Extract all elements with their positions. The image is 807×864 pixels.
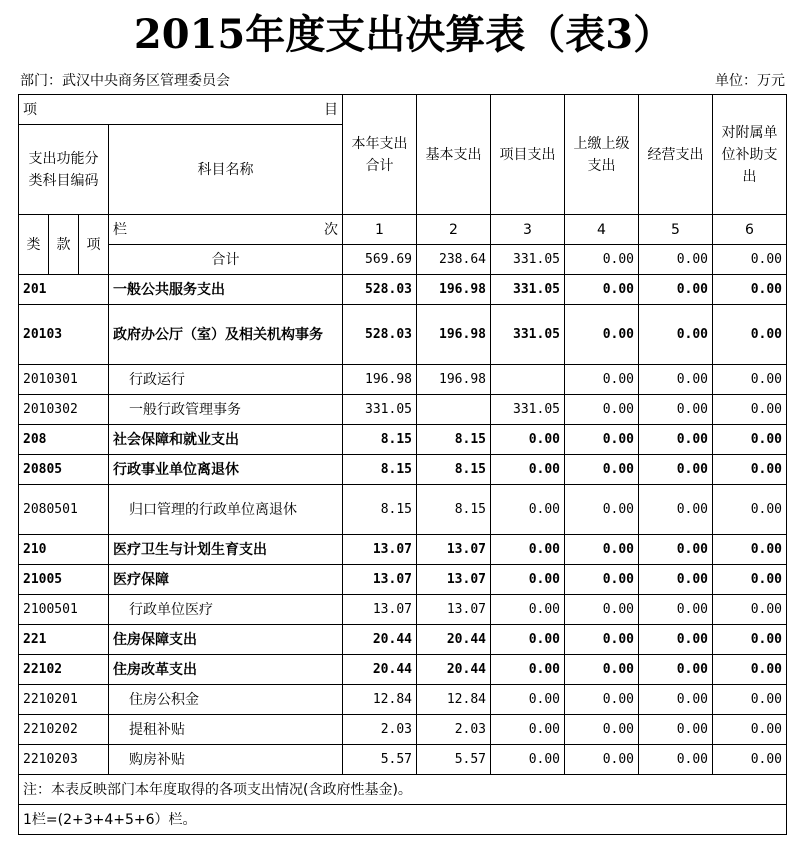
row-value-3: 331.05 (491, 275, 565, 305)
row-value-5: 0.00 (639, 395, 713, 425)
table-row (19, 455, 787, 485)
total-value-5: 0.00 (639, 245, 713, 275)
row-value-2: 13.07 (417, 595, 491, 625)
row-name: 医疗卫生与计划生育支出 (109, 535, 343, 565)
row-value-4: 0.00 (565, 715, 639, 745)
row-value-2 (417, 395, 491, 425)
row-code: 2210203 (19, 745, 109, 775)
row-value-4: 0.00 (565, 625, 639, 655)
row-value-2: 196.98 (417, 365, 491, 395)
kuan-header: 款 (49, 215, 79, 275)
row-value-5: 0.00 (639, 565, 713, 595)
row-value-6: 0.00 (713, 625, 787, 655)
row-value-3: 0.00 (491, 715, 565, 745)
row-value-4: 0.00 (565, 535, 639, 565)
col-header-5: 经营支出 (639, 95, 713, 215)
row-value-3 (491, 365, 565, 395)
col-num-5: 5 (639, 215, 713, 245)
xiang-header: 项 (79, 215, 109, 275)
row-value-4: 0.00 (565, 305, 639, 365)
row-value-5: 0.00 (639, 715, 713, 745)
row-value-6: 0.00 (713, 745, 787, 775)
col-header-2: 基本支出 (417, 95, 491, 215)
row-value-1: 20.44 (343, 625, 417, 655)
item-left-label: 项 (23, 101, 37, 118)
row-value-3: 0.00 (491, 685, 565, 715)
row-value-6: 0.00 (713, 455, 787, 485)
row-name: 一般行政管理事务 (109, 395, 343, 425)
table-row (19, 535, 787, 565)
row-value-1: 2.03 (343, 715, 417, 745)
row-value-5: 0.00 (639, 275, 713, 305)
row-value-2: 13.07 (417, 565, 491, 595)
row-value-6: 0.00 (713, 535, 787, 565)
row-value-6: 0.00 (713, 425, 787, 455)
row-value-1: 8.15 (343, 455, 417, 485)
row-value-5: 0.00 (639, 745, 713, 775)
row-value-2: 20.44 (417, 625, 491, 655)
row-value-5: 0.00 (639, 535, 713, 565)
row-value-3: 0.00 (491, 745, 565, 775)
row-value-3: 331.05 (491, 395, 565, 425)
row-value-6: 0.00 (713, 485, 787, 535)
header-row-item (19, 95, 787, 125)
row-value-2: 8.15 (417, 485, 491, 535)
row-value-5: 0.00 (639, 425, 713, 455)
row-value-3: 0.00 (491, 425, 565, 455)
row-value-1: 196.98 (343, 365, 417, 395)
row-value-1: 12.84 (343, 685, 417, 715)
row-value-5: 0.00 (639, 655, 713, 685)
code-column-header: 支出功能分类科目编码 (19, 125, 109, 215)
row-code: 20805 (19, 455, 109, 485)
row-value-1: 528.03 (343, 275, 417, 305)
row-value-6: 0.00 (713, 565, 787, 595)
item-header (19, 95, 343, 125)
row-value-4: 0.00 (565, 455, 639, 485)
formula-note: 1栏=(2+3+4+5+6）栏。 (19, 805, 787, 835)
row-value-4: 0.00 (565, 595, 639, 625)
table-row (19, 595, 787, 625)
row-name: 行政单位医疗 (109, 595, 343, 625)
row-code: 2210202 (19, 715, 109, 745)
total-value-3: 331.05 (491, 245, 565, 275)
row-value-6: 0.00 (713, 655, 787, 685)
row-value-3: 331.05 (491, 305, 565, 365)
row-code: 2100501 (19, 595, 109, 625)
row-code: 2010301 (19, 365, 109, 395)
lan-label: 栏 (113, 221, 127, 238)
row-value-1: 20.44 (343, 655, 417, 685)
row-value-2: 12.84 (417, 685, 491, 715)
table-row (19, 745, 787, 775)
row-code: 208 (19, 425, 109, 455)
table-row (19, 715, 787, 745)
row-value-2: 20.44 (417, 655, 491, 685)
row-value-6: 0.00 (713, 305, 787, 365)
row-name: 住房保障支出 (109, 625, 343, 655)
row-value-1: 13.07 (343, 565, 417, 595)
row-value-6: 0.00 (713, 275, 787, 305)
row-value-6: 0.00 (713, 395, 787, 425)
row-name: 住房公积金 (109, 685, 343, 715)
row-name: 提租补贴 (109, 715, 343, 745)
row-code: 201 (19, 275, 109, 305)
row-code: 20103 (19, 305, 109, 365)
row-value-1: 13.07 (343, 535, 417, 565)
col-num-6: 6 (713, 215, 787, 245)
row-name: 行政运行 (109, 365, 343, 395)
row-value-6: 0.00 (713, 365, 787, 395)
table-row (19, 685, 787, 715)
row-value-2: 5.57 (417, 745, 491, 775)
table-row (19, 305, 787, 365)
row-code: 21005 (19, 565, 109, 595)
row-value-1: 331.05 (343, 395, 417, 425)
row-value-3: 0.00 (491, 625, 565, 655)
row-value-6: 0.00 (713, 595, 787, 625)
col-num-1: 1 (343, 215, 417, 245)
row-value-4: 0.00 (565, 425, 639, 455)
row-value-1: 8.15 (343, 485, 417, 535)
row-value-2: 196.98 (417, 275, 491, 305)
row-value-5: 0.00 (639, 365, 713, 395)
row-value-4: 0.00 (565, 745, 639, 775)
row-value-2: 13.07 (417, 535, 491, 565)
total-label: 合计 (109, 245, 343, 275)
row-name: 政府办公厅（室）及相关机构事务 (109, 305, 343, 365)
col-num-3: 3 (491, 215, 565, 245)
row-value-6: 0.00 (713, 715, 787, 745)
row-value-2: 2.03 (417, 715, 491, 745)
col-header-3: 项目支出 (491, 95, 565, 215)
row-value-3: 0.00 (491, 455, 565, 485)
ci-label: 次 (324, 221, 338, 238)
total-row (19, 245, 787, 275)
table-row (19, 625, 787, 655)
header-row-columns (19, 215, 787, 245)
row-code: 221 (19, 625, 109, 655)
row-value-6: 0.00 (713, 685, 787, 715)
total-value-4: 0.00 (565, 245, 639, 275)
col-header-6: 对附属单位补助支出 (713, 95, 787, 215)
expenditure-table (18, 94, 787, 835)
name-column-header: 科目名称 (109, 125, 343, 215)
col-header-4: 上缴上级支出 (565, 95, 639, 215)
row-value-5: 0.00 (639, 485, 713, 535)
total-value-2: 238.64 (417, 245, 491, 275)
table-row (19, 275, 787, 305)
table-row (19, 425, 787, 455)
row-value-2: 196.98 (417, 305, 491, 365)
unit-label: 单位：万元 (715, 73, 785, 89)
row-name: 医疗保障 (109, 565, 343, 595)
note-row (19, 775, 787, 805)
row-code: 2210201 (19, 685, 109, 715)
table-row (19, 365, 787, 395)
table-row (19, 655, 787, 685)
lan-ci-header (109, 215, 343, 245)
row-value-1: 528.03 (343, 305, 417, 365)
lei-header: 类 (19, 215, 49, 275)
row-value-4: 0.00 (565, 365, 639, 395)
row-value-2: 8.15 (417, 455, 491, 485)
row-value-3: 0.00 (491, 655, 565, 685)
row-value-3: 0.00 (491, 595, 565, 625)
row-value-1: 8.15 (343, 425, 417, 455)
row-value-3: 0.00 (491, 565, 565, 595)
total-value-1: 569.69 (343, 245, 417, 275)
total-value-6: 0.00 (713, 245, 787, 275)
row-value-2: 8.15 (417, 425, 491, 455)
row-value-1: 5.57 (343, 745, 417, 775)
table-row (19, 485, 787, 535)
row-name: 一般公共服务支出 (109, 275, 343, 305)
row-code: 22102 (19, 655, 109, 685)
row-value-4: 0.00 (565, 485, 639, 535)
row-value-4: 0.00 (565, 395, 639, 425)
row-code: 2080501 (19, 485, 109, 535)
row-value-5: 0.00 (639, 625, 713, 655)
row-value-3: 0.00 (491, 485, 565, 535)
table-row (19, 565, 787, 595)
row-name: 住房改革支出 (109, 655, 343, 685)
item-right-label: 目 (324, 101, 338, 118)
row-name: 行政事业单位离退休 (109, 455, 343, 485)
page-title: 2015年度支出决算表（表3） (133, 11, 674, 58)
row-name: 归口管理的行政单位离退休 (109, 485, 343, 535)
note-text: 注：本表反映部门本年度取得的各项支出情况(含政府性基金)。 (19, 775, 787, 805)
row-value-5: 0.00 (639, 455, 713, 485)
col-num-4: 4 (565, 215, 639, 245)
note-row (19, 805, 787, 835)
row-value-4: 0.00 (565, 655, 639, 685)
row-code: 210 (19, 535, 109, 565)
row-value-4: 0.00 (565, 685, 639, 715)
table-row (19, 395, 787, 425)
row-name: 购房补贴 (109, 745, 343, 775)
row-value-5: 0.00 (639, 685, 713, 715)
row-code: 2010302 (19, 395, 109, 425)
col-num-2: 2 (417, 215, 491, 245)
row-value-4: 0.00 (565, 565, 639, 595)
row-name: 社会保障和就业支出 (109, 425, 343, 455)
row-value-5: 0.00 (639, 595, 713, 625)
row-value-3: 0.00 (491, 535, 565, 565)
row-value-5: 0.00 (639, 305, 713, 365)
row-value-1: 13.07 (343, 595, 417, 625)
department-label: 部门：武汉中央商务区管理委员会 (20, 73, 230, 89)
row-value-4: 0.00 (565, 275, 639, 305)
col-header-1: 本年支出合计 (343, 95, 417, 215)
